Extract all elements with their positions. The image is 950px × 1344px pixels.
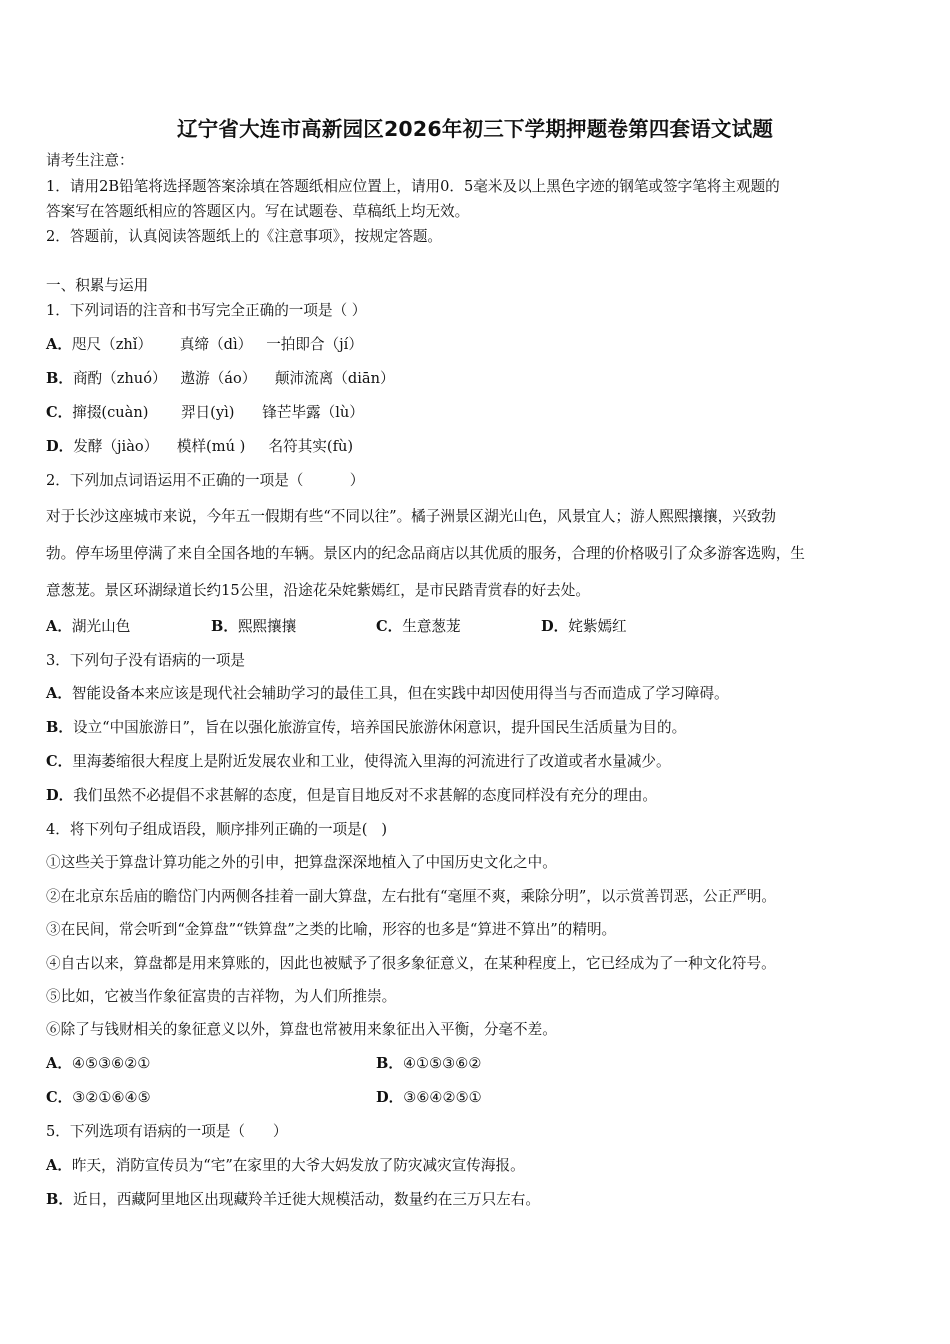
q1-option-a [46, 335, 363, 355]
q2-option-a [46, 617, 130, 637]
q4-stem: 4．将下列句子组成语段，顺序排列正确的一项是( ) [46, 821, 388, 838]
q1-option-d [46, 437, 353, 457]
option-text: 我们虽然不必提倡不求甚解的态度，但是盲目地反对不求甚解的态度同样没有充分的理由。 [73, 787, 658, 804]
q4-sentence-6: ⑥除了与钱财相关的象征意义以外，算盘也常被用来象征出入平衡，分毫不差。 [46, 1021, 557, 1038]
option-label: C． [46, 753, 73, 770]
q1-stem: 1．下列词语的注音和书写完全正确的一项是（ ） [46, 302, 367, 319]
option-text: 发酵（jiào） 模样(mú ) 名符其实(fù) [73, 438, 354, 455]
option-text: 智能设备本来应该是现代社会辅助学习的最佳工具，但在实践中却因使用得当与否而造成了学习障碍。 [71, 685, 729, 702]
notice-line-1: 1．请用2B铅笔将选择题答案涂填在答题纸相应位置上，请用0．5毫米及以上黑色字迹的钢笔或签字笔将主观题的 [46, 178, 780, 195]
option-label: C． [46, 404, 73, 421]
option-label: B． [46, 1191, 73, 1208]
notice-heading: 请考生注意： [46, 152, 134, 169]
q3-option-a [46, 684, 729, 704]
q4-sentence-1: ①这些关于算盘计算功能之外的引申，把算盘深深地植入了中国历史文化之中。 [46, 854, 557, 871]
notice-line-3: 2．答题前，认真阅读答题纸上的《注意事项》，按规定答题。 [46, 228, 443, 245]
option-label: B． [211, 618, 238, 635]
option-text: 设立“中国旅游日”，旨在以强化旅游宣传，培养国民旅游休闲意识，提升国民生活质量为目的。 [72, 719, 687, 736]
option-text: ④①⑤③⑥② [402, 1055, 482, 1072]
q4-option-d [376, 1088, 482, 1108]
q2-passage-line-1: 对于长沙这座城市来说，今年五一假期有些“不同以往”。橘子洲景区湖光山色，风景宜人；游人熙熙攘攘，兴致勃 [46, 508, 777, 525]
option-label: A． [46, 685, 72, 702]
q4-option-a [46, 1054, 150, 1074]
q3-stem: 3．下列句子没有语病的一项是 [46, 652, 246, 669]
option-text: ③②①⑥④⑤ [72, 1089, 151, 1106]
option-text: 熙熙攘攘 [237, 618, 297, 635]
q5-option-b [46, 1190, 540, 1210]
option-text: ③⑥④②⑤① [403, 1089, 482, 1106]
q4-option-c [46, 1088, 151, 1108]
option-label: B． [46, 719, 73, 736]
option-label: C． [46, 1089, 73, 1106]
option-label: A． [46, 1157, 72, 1174]
option-text: 姹紫嫣红 [568, 618, 627, 635]
q3-option-d [46, 786, 657, 806]
q3-option-c [46, 752, 671, 772]
q2-option-b [211, 617, 296, 637]
q2-passage-line-2: 勃。停车场里停满了来自全国各地的车辆。景区内的纪念品商店以其优质的服务，合理的价格吸引了众多游客选购，生 [46, 545, 805, 562]
option-label: A． [46, 618, 72, 635]
q4-sentence-2: ②在北京东岳庙的瞻岱门内两侧各挂着一副大算盘，左右批有“毫厘不爽，乘除分明”，以示赏善罚恶，公正严明。 [46, 888, 777, 905]
option-text: 商酌（zhuó） 遨游（áo） 颠沛流离（diān） [72, 370, 395, 387]
q2-stem: 2．下列加点词语运用不正确的一项是（ ） [46, 472, 365, 489]
q2-option-d [541, 617, 627, 637]
option-label: A． [46, 336, 72, 353]
option-label: D． [541, 618, 569, 635]
q1-option-b [46, 369, 395, 389]
option-text: 昨天，消防宣传员为“宅”在家里的大爷大妈发放了防灾减灾宣传海报。 [71, 1157, 525, 1174]
option-label: B． [376, 1055, 403, 1072]
q2-option-c [376, 617, 461, 637]
q4-option-b [376, 1054, 481, 1074]
option-label: D． [46, 438, 74, 455]
option-text: 咫尺（zhǐ） 真缔（dì） 一拍即合（jí） [71, 336, 363, 353]
option-text: 湖光山色 [71, 618, 131, 635]
option-label: D． [376, 1089, 404, 1106]
option-text: 撺掇(cuàn) 羿日(yì) 锋芒毕露（lù） [72, 404, 364, 421]
q4-sentence-3: ③在民间，常会听到“金算盘”“铁算盘”之类的比喻，形容的也多是“算进不算出”的精明。 [46, 921, 617, 938]
q4-sentence-5: ⑤比如，它被当作象征富贵的吉祥物，为人们所推崇。 [46, 988, 397, 1005]
page-title: 辽宁省大连市高新园区2026年初三下学期押题卷第四套语文试题 [176, 117, 774, 141]
section-heading: 一、积累与运用 [46, 277, 149, 294]
q3-option-b [46, 718, 686, 738]
q5-stem: 5．下列选项有语病的一项是（ ） [46, 1123, 288, 1140]
q1-option-c [46, 403, 364, 423]
q2-passage-line-3: 意葱茏。景区环湖绿道长约15公里，沿途花朵姹紫嫣红，是市民踏青赏春的好去处。 [46, 582, 590, 599]
option-text: 近日，西藏阿里地区出现藏羚羊迁徙大规模活动，数量约在三万只左右。 [72, 1191, 540, 1208]
notice-line-2: 答案写在答题纸相应的答题区内。写在试题卷、草稿纸上均无效。 [46, 203, 470, 220]
option-text: ④⑤③⑥②① [71, 1055, 151, 1072]
option-text: 生意葱茏 [402, 618, 461, 635]
option-text: 里海萎缩很大程度上是附近发展农业和工业，使得流入里海的河流进行了改道或者水量减少。 [72, 753, 671, 770]
q4-sentence-4: ④自古以来，算盘都是用来算账的，因此也被赋予了很多象征意义，在某种程度上，它已经成为了一种文化符号。 [46, 955, 776, 972]
option-label: D． [46, 787, 74, 804]
option-label: C． [376, 618, 403, 635]
q5-option-a [46, 1156, 525, 1176]
option-label: A． [46, 1055, 72, 1072]
option-label: B． [46, 370, 73, 387]
